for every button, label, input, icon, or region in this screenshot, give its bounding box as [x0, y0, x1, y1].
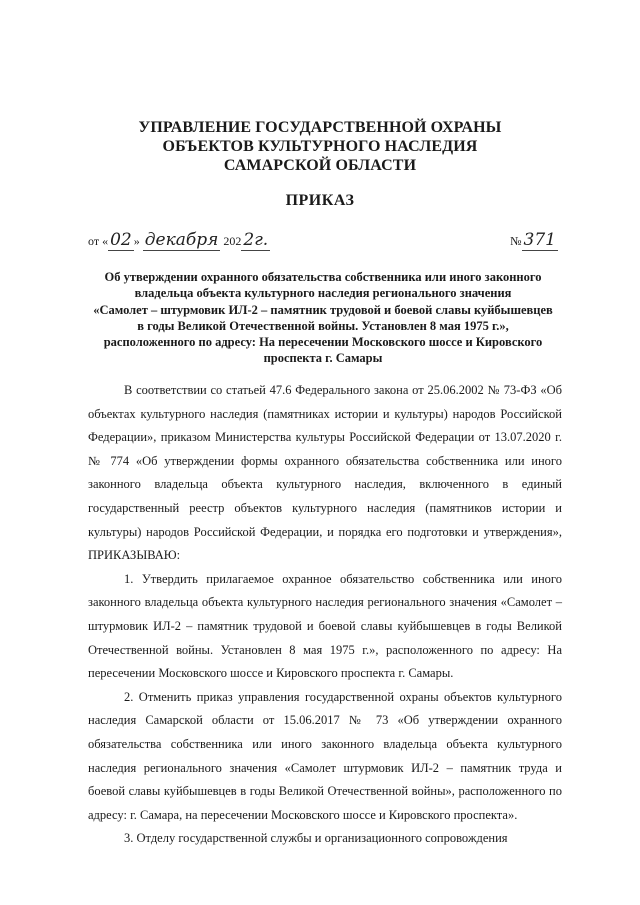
issuer-line-3: САМАРСКОЙ ОБЛАСТИ [223, 157, 417, 174]
handwritten-year-digit: 2г. [243, 230, 269, 250]
item-2-paragraph: 2. Отменить приказ управления государственной охраны объектов культурного наследия Самарской области от 15.06.2017 № 73 «Об утверждении охранного обязательства собственника или иного законного владельца объекта культурного наследия регионального значения «Самолет штурмовик ИЛ-2 – памятник труда и боевой славы куйбышевцев в годы Великой Отечественной войны», расположенного по адресу: г. Самара, на пересечении Московского шоссе и Кировского проспекта». [88, 689, 562, 822]
order-number: № 371 [510, 230, 556, 250]
subject-line: в годы Великой Отечественной войны. Установлен 8 мая 1975 г.», [137, 318, 509, 333]
preamble-paragraph: В соответствии со статьей 47.6 Федерального закона от 25.06.2002 № 73-ФЗ «Об объектах культурного наследия (памятниках истории и культуры) народов Российской Федерации», приказом Министерства культуры Российской Федерации от 13.07.2020 г. № 774 «Об утверждении формы охранного обязательства собственника или иного законного владельца объекта культурного наследия, включенного в единый государственный реестр объектов культурного наследия (памятников истории и культуры) народов Российской Федерации, и порядка его подготовки и утверждения», ПРИКАЗЫВАЮ: [88, 383, 562, 563]
item-3-paragraph: 3. Отделу государственной службы и организационного сопровождения [124, 831, 508, 846]
date-number-line [88, 224, 558, 250]
issuer-header [0, 118, 640, 175]
order-subject [82, 269, 564, 367]
handwritten-month: декабря [144, 230, 219, 250]
subject-line: владельца объекта культурного наследия регионального значения [134, 286, 512, 301]
subject-line: «Самолет – штурмовик ИЛ-2 – памятник трудовой и боевой славы куйбышевцев [93, 302, 553, 317]
subject-line: Об утверждении охранного обязательства собственника или иного законного [104, 270, 542, 284]
item-1-paragraph: 1. Утвердить прилагаемое охранное обязательство собственника или иного законного владельца объекта культурного наследия регионального значения «Самолет – штурмовик ИЛ-2 – памятник трудовой и боевой славы куйбышевцев в годы Великой Отечественной войны. Установлен 8 мая 1975 г.», расположенного по адресу: На пересечении Московского шоссе и Кировского проспекта г. Самары. [88, 571, 562, 681]
order-title: ПРИКАЗ [285, 192, 355, 209]
order-body [88, 379, 562, 851]
handwritten-day: 02 [110, 230, 132, 250]
order-date: от « 02 » декабря 202 2г. [88, 230, 269, 250]
subject-line: расположенного по адресу: На пересечении Московского шоссе и Кировского [103, 335, 543, 350]
subject-line: проспекта г. Самары [263, 351, 383, 366]
issuer-line-2: ОБЪЕКТОВ КУЛЬТУРНОГО НАСЛЕДИЯ [162, 138, 478, 155]
issuer-line-1: УПРАВЛЕНИЕ ГОСУДАРСТВЕННОЙ ОХРАНЫ [138, 119, 502, 136]
handwritten-number: 371 [523, 230, 556, 250]
